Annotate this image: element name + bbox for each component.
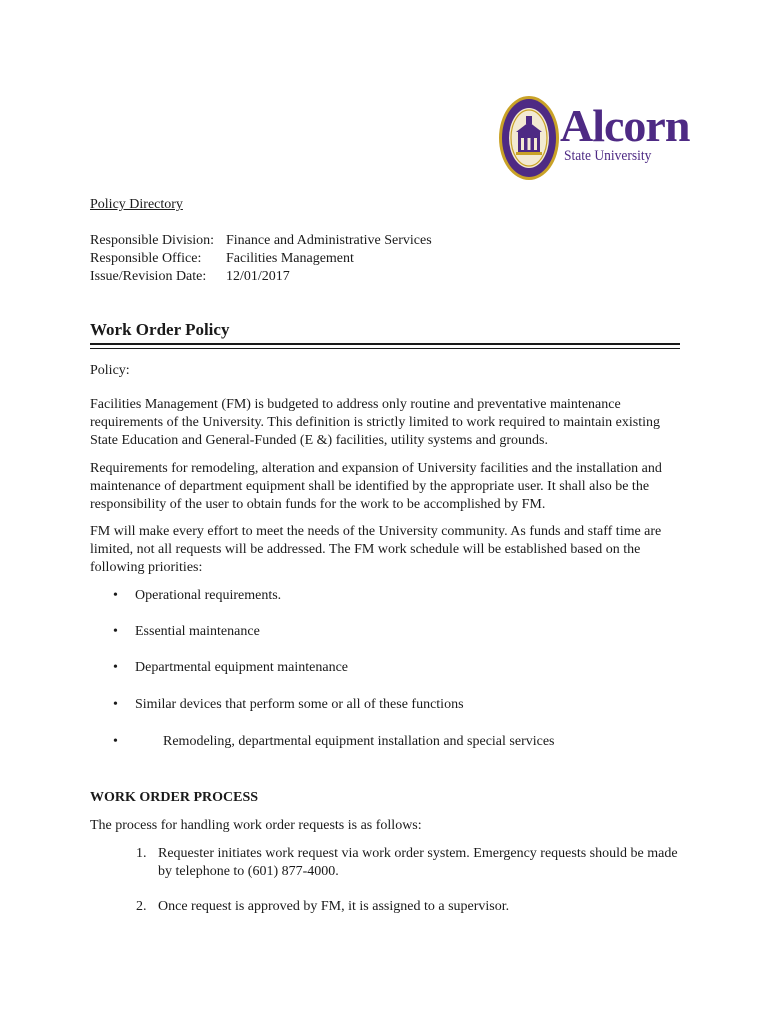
paragraph-line: requirements of the University. This definition is strictly limited to work required to maintain existing	[90, 415, 661, 430]
priority-text: Remodeling, departmental equipment installation and special services	[163, 734, 555, 749]
priority-item	[113, 587, 281, 605]
priority-text: Departmental equipment maintenance	[135, 660, 349, 675]
bullet-icon: •	[113, 660, 118, 675]
step-number: 2.	[136, 899, 147, 914]
directory-row-office	[90, 250, 354, 268]
bullet-icon: •	[113, 697, 118, 712]
priority-text: Operational requirements.	[135, 588, 282, 603]
priority-item	[113, 659, 348, 677]
university-seal-icon	[498, 94, 560, 182]
title-rule-top	[90, 343, 680, 345]
logo-wordmark	[560, 100, 690, 164]
paragraph-line: maintenance of department equipment shall be identified by the appropriate user. It shall also be the	[90, 479, 650, 494]
paragraph-line: State Education and General-Funded (E &) facilities, utility systems and grounds.	[90, 433, 549, 448]
process-heading: WORK ORDER PROCESS	[90, 790, 259, 805]
priority-text: Essential maintenance	[135, 624, 260, 639]
step-line: Requester initiates work request via work order system. Emergency requests should be made	[158, 846, 678, 861]
paragraph-line: responsibility of the user to obtain funds for the work to be accomplished by FM.	[90, 497, 546, 512]
paragraph-line: limited, not all requests will be addressed. The FM work schedule will be established based on the	[90, 542, 641, 557]
priority-item	[113, 696, 464, 714]
directory-heading: Policy Directory	[90, 197, 183, 212]
logo-name: Alcorn	[560, 100, 690, 151]
directory-label: Responsible Office:	[90, 251, 202, 266]
step-line: Once request is approved by FM, it is assigned to a supervisor.	[158, 899, 510, 914]
paragraph-requirements	[90, 460, 680, 514]
paragraph-line: following priorities:	[90, 560, 203, 575]
step-text	[158, 845, 678, 881]
directory-row-date	[90, 268, 290, 286]
paragraph-line: FM will make every effort to meet the needs of the University community. As funds and staff time are	[90, 524, 662, 539]
step-text	[158, 898, 509, 916]
paragraph-priorities-intro	[90, 523, 680, 577]
title-rule-bottom	[90, 348, 680, 349]
directory-value: Finance and Administrative Services	[226, 233, 432, 248]
step-line: by telephone to (601) 877-4000.	[158, 864, 339, 879]
paragraph-scope	[90, 396, 680, 450]
directory-row-division	[90, 232, 432, 250]
bullet-icon: •	[113, 734, 118, 749]
directory-value: 12/01/2017	[226, 269, 290, 284]
paragraph-line: Facilities Management (FM) is budgeted to address only routine and preventative maintenance	[90, 397, 621, 412]
bullet-icon: •	[113, 624, 118, 639]
step-number: 1.	[136, 846, 147, 861]
directory-label: Responsible Division:	[90, 233, 215, 248]
priority-text: Similar devices that perform some or all of these functions	[135, 697, 464, 712]
priority-item	[113, 733, 555, 751]
document-title: Work Order Policy	[90, 320, 230, 339]
directory-label: Issue/Revision Date:	[90, 269, 207, 284]
logo-subtitle: State University	[564, 148, 652, 164]
paragraph-line: Requirements for remodeling, alteration and expansion of University facilities and the installation and	[90, 461, 662, 476]
directory-value: Facilities Management	[226, 251, 354, 266]
university-logo	[498, 94, 690, 182]
policy-label: Policy:	[90, 363, 130, 378]
priority-item	[113, 623, 260, 641]
process-intro: The process for handling work order requests is as follows:	[90, 818, 422, 833]
bullet-icon: •	[113, 588, 118, 603]
